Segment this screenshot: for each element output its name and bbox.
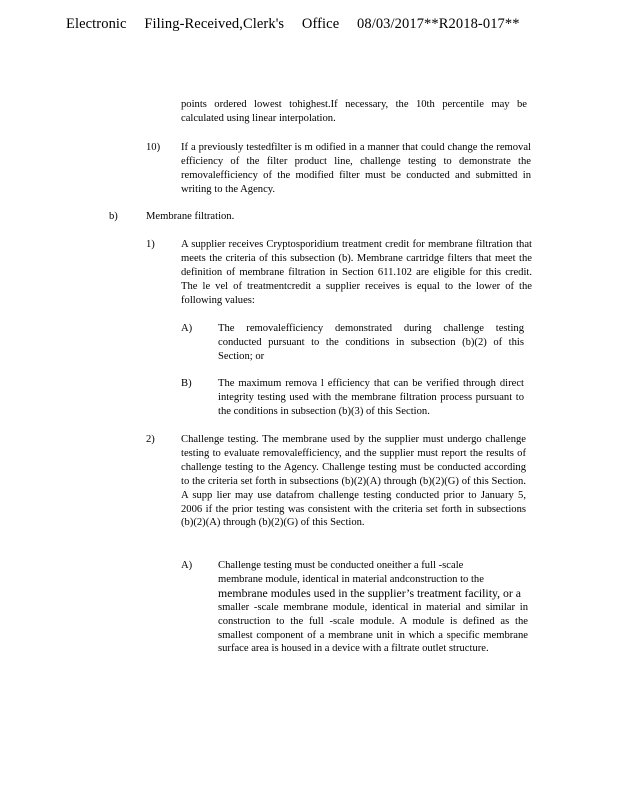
item-b1B-text: The maximum remova l efficiency that can be verified through direct integrity testing used with the membrane filtration process pursuant to the conditions in subsection (b)(3) of this Section. (218, 378, 524, 417)
item-b2A-label: A) (181, 560, 193, 571)
header-office: Office (301, 16, 340, 32)
item-b-heading: Membrane filtration. (146, 211, 235, 222)
item-b-label: b) (109, 211, 118, 222)
header-date-docket: 08/03/2017**R2018-017** (357, 16, 520, 32)
page-header (66, 16, 520, 33)
item-b2A-line-2: membrane module, identical in material andconstruction to the (218, 573, 484, 585)
item-b1B-label: B) (181, 378, 192, 389)
item-b2-label: 2) (146, 434, 155, 445)
item-b2A-line-3: membrane modules used in the supplier’s treatment facility, or a (218, 586, 522, 600)
item-b1A-text: The removalefficiency demonstrated during challenge testing conducted pursuant to the conditions in subsection (b)(2) of this Section; or (218, 323, 524, 362)
continued-paragraph: points ordered lowest tohighest.If necessary, the 10th percentile may be calculated using linear interpolation. (181, 99, 527, 124)
item-b1-label: 1) (146, 239, 155, 250)
item-b2A-rest: smaller -scale membrane module, identical in material and similar in construction to the full -scale module. A module is defined as the smallest component of a membrane unit in which a specific membrane surface area is housed in a device with a filtrate outlet structure. (218, 601, 528, 655)
item-10-text: If a previously testedfilter is m odified in a manner that could change the removal efficiency of the filter product line, challenge testing to demonstrate the removalefficiency of the modified filter must be conducted and submitted in writing to the Agency. (181, 142, 531, 195)
item-b1A-label: A) (181, 323, 193, 334)
item-b2-text: Challenge testing. The membrane used by the supplier must undergo challenge testing to evaluate removalefficiency, and the supplier must report the results of challenge testing to the Agency. Challenge testing must be conducted according to the criteria set forth in subsections (b)(2)(A) through (b)(2)(G) of this Section. A supp lier may use datafrom challenge testing conducted prior to January 5, 2006 if the prior testing was consistent with the criteria set forth in subsections (b)(2)(A) through (b)(2)(G) of this Section. (181, 434, 526, 529)
item-10-label: 10) (146, 142, 161, 153)
header-electronic: Electronic (66, 16, 127, 32)
item-b2A-text (218, 559, 528, 656)
header-filing-received: Filing-Received,Clerk's (144, 16, 285, 32)
item-b1-text: A supplier receives Cryptosporidium treatment credit for membrane filtration that meets the criteria of this subsection (b). Membrane cartridge filters that meet the definition of membrane filtration in Section 611.102 are eligible for this credit. The le vel of treatmentcredit a supplier receives is equal to the lower of the following values: (181, 239, 532, 306)
item-b2A-line-1: Challenge testing must be conducted oneither a full -scale (218, 560, 464, 571)
